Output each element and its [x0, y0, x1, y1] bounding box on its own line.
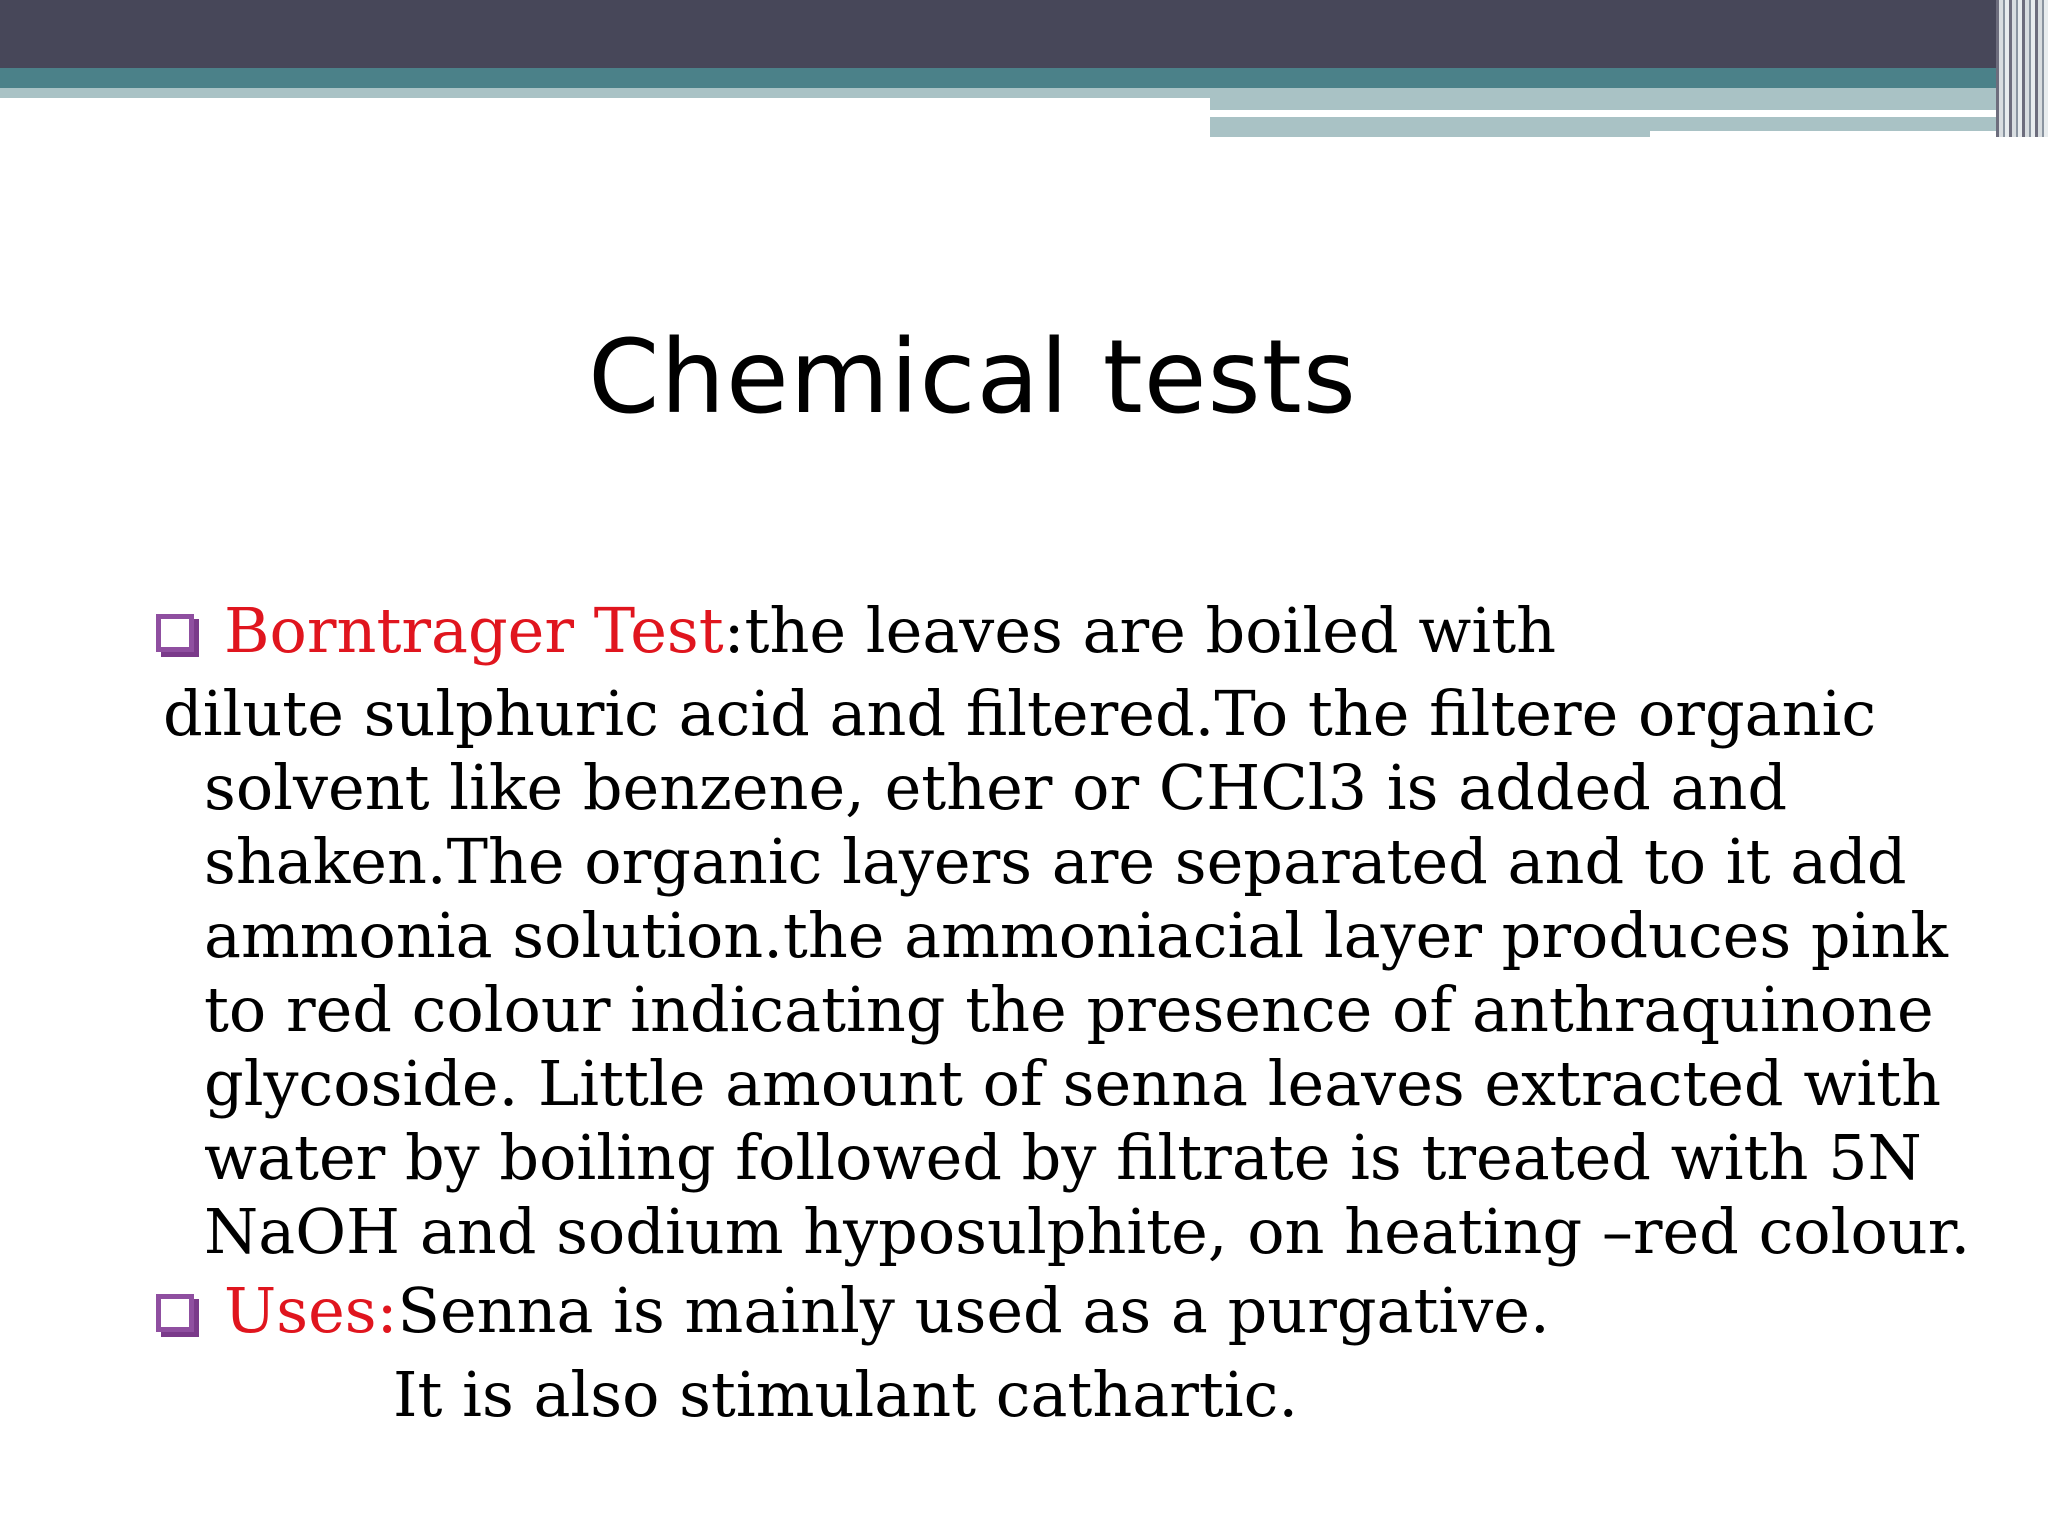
borntrager-test-label: Borntrager Test: [224, 594, 724, 667]
header-band-cut: [1650, 131, 2048, 137]
borntrager-line: to red colour indicating the presence of anthraquinone: [204, 973, 1934, 1046]
borntrager-line: ammonia solution.the ammoniacial layer produces pink: [204, 899, 1948, 972]
header-band-teal: [0, 68, 2048, 88]
header-band-dark: [0, 0, 2048, 68]
bullet-uses-first-line: [224, 1274, 1550, 1348]
uses-first-line-text: Senna is mainly used as a purgative.: [397, 1274, 1550, 1347]
borntrager-line: solvent like benzene, ether or CHCl3 is added and: [204, 751, 1788, 824]
slide-title: Chemical tests: [588, 318, 1357, 437]
uses-label: Uses:: [224, 1274, 398, 1347]
bullet-borntrager-first-line: [224, 594, 1556, 668]
borntrager-line: dilute sulphuric acid and filtered.To the filtere organic: [163, 677, 1877, 750]
borntrager-line: water by boiling followed by filtrate is treated with 5N: [204, 1121, 1922, 1194]
header-corner-stripes: [1996, 0, 2048, 137]
header-band-light-left: [0, 88, 1210, 98]
uses-line: It is also stimulant cathartic.: [393, 1358, 1299, 1431]
square-bullet-icon: [156, 614, 194, 652]
borntrager-line: shaken.The organic layers are separated and to it add: [204, 825, 1907, 898]
borntrager-first-line-text: :the leaves are boiled with: [723, 594, 1557, 667]
square-bullet-icon: [156, 1294, 194, 1332]
borntrager-line: glycoside. Little amount of senna leaves extracted with: [204, 1047, 1942, 1120]
header-band-light-right: [1210, 88, 2048, 110]
borntrager-line: NaOH and sodium hyposulphite, on heating –red colour.: [204, 1195, 1971, 1268]
